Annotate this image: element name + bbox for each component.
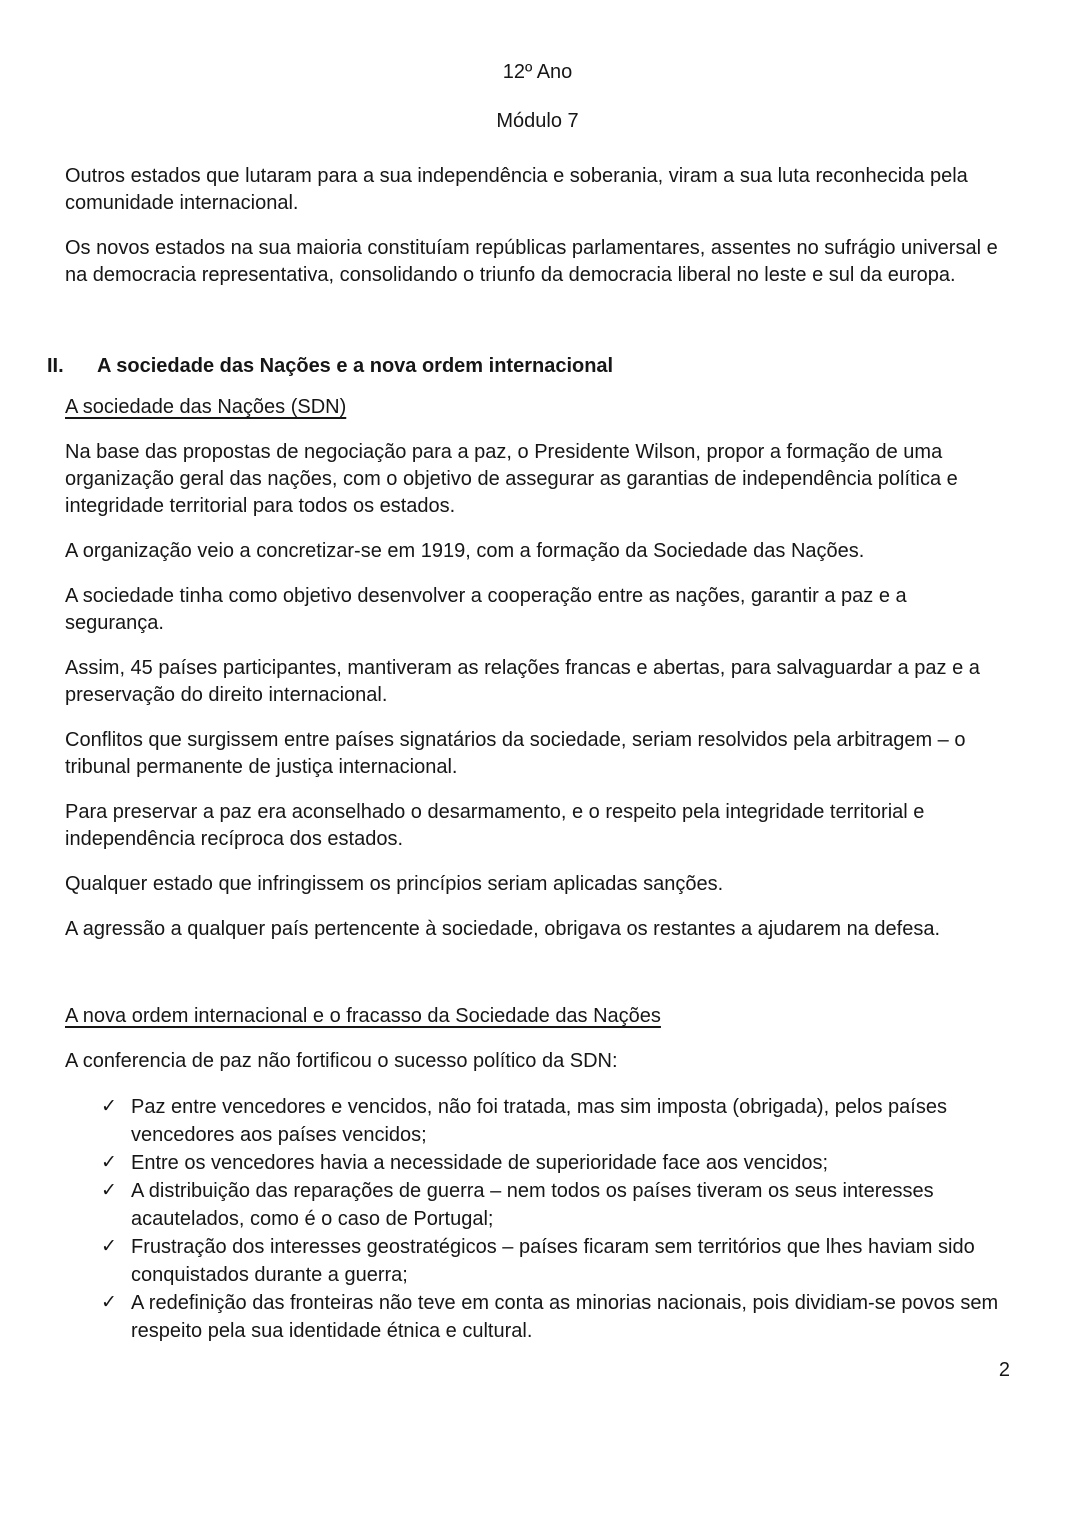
paragraph-sdn-3: A sociedade tinha como objetivo desenvolver a cooperação entre as nações, garantir a paz e a segurança. [65,585,907,634]
section-title: A sociedade das Nações e a nova ordem internacional [97,355,614,377]
checkmark-icon: ✓ [101,1152,117,1173]
paragraph-sdn-7: Qualquer estado que infringissem os princípios seriam aplicadas sanções. [65,873,724,895]
paragraph-nova-ordem-intro: A conferencia de paz não fortificou o sucesso político da SDN: [65,1050,618,1072]
checkmark-icon: ✓ [101,1236,117,1257]
page-number: 2 [998,1359,1010,1381]
checkmark-icon: ✓ [101,1180,117,1201]
paragraph-sdn-6: Para preservar a paz era aconselhado o desarmamento, e o respeito pela integridade territorial e independência recíproca dos estados. [65,801,925,850]
section-heading [47,353,1010,380]
subsection-heading-sdn: A sociedade das Nações (SDN) [65,396,347,418]
section-number: II. [47,355,64,377]
document-title-module: Módulo 7 [496,110,579,132]
list-item-text: A redefinição das fronteiras não teve em conta as minorias nacionais, pois dividiam-se povos sem respeito pela sua identidade étnica e cultural. [131,1292,999,1342]
list-item [65,1233,1010,1289]
list-item-text: Frustração dos interesses geostratégicos – países ficaram sem territórios que lhes haviam sido conquistados durante a guerra; [131,1236,975,1286]
list-item [65,1177,1010,1233]
list-item [65,1093,1010,1149]
subsection-heading-nova-ordem: A nova ordem internacional e o fracasso da Sociedade das Nações [65,1005,661,1027]
list-item-text: A distribuição das reparações de guerra – nem todos os países tiveram os seus interesses acautelados, como é o caso de Portugal; [131,1180,934,1230]
list-item-text: Entre os vencedores havia a necessidade de superioridade face aos vencidos; [131,1152,829,1174]
document-title-grade: 12º Ano [502,61,573,83]
paragraph-sdn-2: A organização veio a concretizar-se em 1919, com a formação da Sociedade das Nações. [65,540,865,562]
paragraph-sdn-5: Conflitos que surgissem entre países signatários da sociedade, seriam resolvidos pela arbitragem – o tribunal permanente de justiça internacional. [65,729,966,778]
paragraph-intro-2: Os novos estados na sua maioria constituíam repúblicas parlamentares, assentes no sufrágio universal e na democracia representativa, consolidando o triunfo da democracia liberal no leste e sul da europa. [65,237,998,286]
list-item-text: Paz entre vencedores e vencidos, não foi tratada, mas sim imposta (obrigada), pelos países vencedores aos países vencidos; [131,1096,947,1146]
paragraph-sdn-8: A agressão a qualquer país pertencente à sociedade, obrigava os restantes a ajudarem na defesa. [65,918,941,940]
checkmark-icon: ✓ [101,1292,117,1313]
list-item [65,1289,1010,1345]
paragraph-intro-1: Outros estados que lutaram para a sua independência e soberania, viram a sua luta reconhecida pela comunidade internacional. [65,165,968,214]
paragraph-sdn-1: Na base das propostas de negociação para a paz, o Presidente Wilson, propor a formação de uma organização geral das nações, com o objetivo de assegurar as garantias de independência política e integridade territorial para todos os estados. [65,441,958,517]
check-list [65,1093,1010,1345]
checkmark-icon: ✓ [101,1096,117,1117]
list-item [65,1149,1010,1177]
paragraph-sdn-4: Assim, 45 países participantes, mantiveram as relações francas e abertas, para salvaguardar a paz e a preservação do direito internacional. [65,657,980,706]
